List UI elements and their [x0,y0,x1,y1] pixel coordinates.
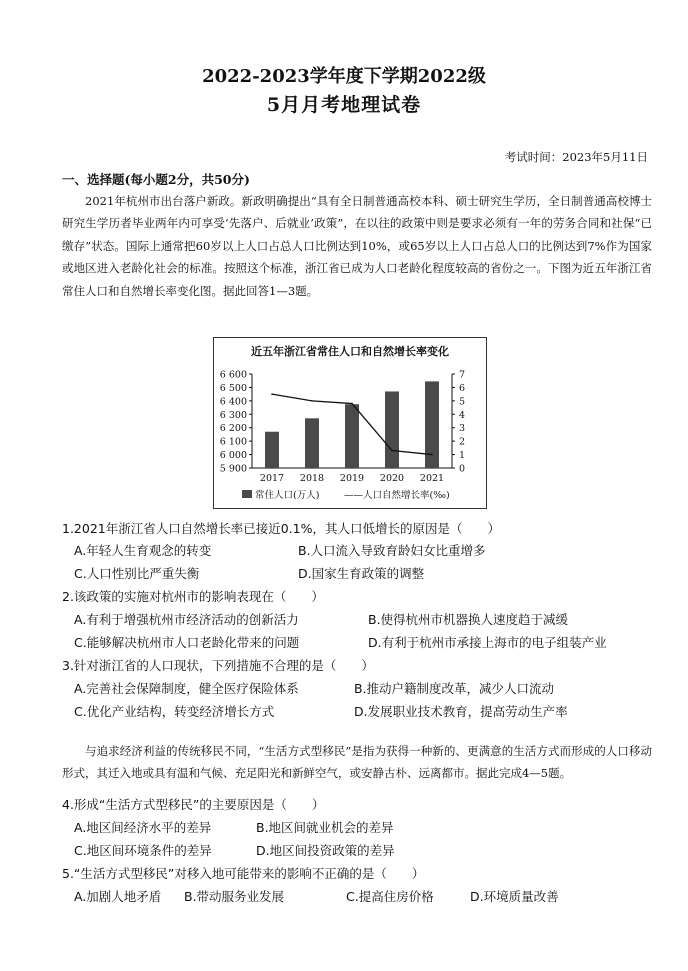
q1-option-d[interactable]: D.国家生育政策的调整 [298,566,425,581]
chart-svg [214,338,486,508]
left-tick-label: 6 400 [219,396,247,408]
left-tick-label: 6 600 [219,369,247,381]
growth-rate-point [351,403,353,405]
exam-title-line1: 2022-2023学年度下学期2022级 [202,66,486,87]
q1-option-a[interactable]: A.年轻人生育观念的转变 [74,543,212,558]
x-tick-label: 2018 [299,473,325,484]
q2-option-d[interactable]: D.有利于杭州市承接上海市的电子组装产业 [368,635,607,650]
q4-option-b[interactable]: B.地区间就业机会的差异 [256,820,394,835]
right-tick-label: 5 [459,396,466,408]
right-tick-label: 0 [459,463,466,475]
exam-title-line2: 5月月考地理试卷 [266,94,422,116]
material-paragraph-2: 与追求经济利益的传统移民不同，“生活方式型移民”是指为获得一种新的、更满意的生活方式而形成的人口移动形式，其迁入地或具有温和气候、充足阳光和新鲜空气，或安静古朴、远离都市。据此完成4—5题。 [62,744,652,781]
left-tick-label: 6 000 [219,450,247,462]
q5-option-c[interactable]: C.提高住房价格 [346,889,434,904]
q2-option-a[interactable]: A.有利于增强杭州市经济活动的创新活力 [74,612,299,627]
population-bar [345,404,359,468]
material-paragraph-1: 2021年杭州市出台落户新政。新政明确提出“具有全日制普通高校本科、硕士研究生学历，全日制普通高校博士研究生学历者毕业两年内可享受‘先落户、后就业’政策”，在以往的政策中则是要求必须有一年的劳务合同和社保“已缴存”状态。国际上通常把60岁以上人口占总人口比例达到10%，或65岁以上人口占总人口的比例达到7%作为国家或地区进入老龄化社会的标准。按照这个标准，浙江省已成为人口老龄化程度较高的省份之一。下图为近五年浙江省常住人口和自然增长率变化图。据此回答1—3题。 [62,194,652,298]
chart-title: 近五年浙江省常住人口和自然增长率变化 [251,345,449,358]
right-tick-label: 7 [459,369,466,381]
population-bar [265,432,279,468]
q4-option-a[interactable]: A.地区间经济水平的差异 [74,820,212,835]
q3-option-c[interactable]: C.优化产业结构，转变经济增长方式 [74,704,275,719]
population-bar [305,418,319,468]
left-tick-label: 6 200 [219,423,247,435]
q2-option-c[interactable]: C.能够解决杭州市人口老龄化带来的问题 [74,635,300,650]
population-chart [213,337,487,509]
q1-option-b[interactable]: B.人口流入导致育龄妇女比重增多 [298,543,486,558]
legend-label-population: 常住人口(万人) [255,490,320,501]
q5-option-a[interactable]: A.加剧人地矛盾 [74,889,162,904]
q4-option-c[interactable]: C.地区间环境条件的差异 [74,843,212,858]
x-tick-label: 2020 [379,473,405,484]
left-tick-label: 5 900 [219,463,247,475]
right-tick-label: 4 [459,409,466,421]
growth-rate-point [391,450,393,452]
growth-rate-point [311,400,313,402]
right-tick-label: 6 [459,382,466,394]
q1-option-c[interactable]: C.人口性别比严重失衡 [74,566,200,581]
left-tick-label: 6 300 [219,409,247,421]
left-tick-label: 6 500 [219,382,247,394]
legend-bar-swatch [242,490,252,498]
x-tick-label: 2021 [419,473,445,484]
q4-option-d[interactable]: D.地区间投资政策的差异 [256,843,395,858]
q3-option-d[interactable]: D.发展职业技术教育，提高劳动生产率 [354,704,568,719]
q2-option-b[interactable]: B.使得杭州市机器换人速度趋于减缓 [368,612,569,627]
right-tick-label: 1 [459,450,466,462]
population-bar [385,391,399,468]
q3-option-b[interactable]: B.推动户籍制度改革，减少人口流动 [354,681,555,696]
question-1-stem: 1.2021年浙江省人口自然增长率已接近0.1%，其人口低增长的原因是（ ） [62,521,500,536]
growth-rate-point [271,393,273,395]
question-4-stem: 4.形成“生活方式型移民”的主要原因是（ ） [62,797,325,812]
legend-label-growth-rate: ——人口自然增长率(‰) [344,490,450,501]
right-tick-label: 3 [459,423,466,435]
exam-time: 考试时间：2023年5月11日 [504,150,648,164]
growth-rate-point [431,454,433,456]
x-tick-label: 2019 [339,473,365,484]
q5-option-b[interactable]: B.带动服务业发展 [184,889,285,904]
section-heading: 一、选择题(每小题2分，共50分) [62,172,250,187]
question-3-stem: 3.针对浙江省的人口现状，下列措施不合理的是（ ） [62,658,374,673]
right-tick-label: 2 [459,436,466,448]
question-2-stem: 2.该政策的实施对杭州市的影响表现在（ ） [62,589,324,604]
question-5-stem: 5.“生活方式型移民”对移入地可能带来的影响不正确的是（ ） [62,866,425,881]
q3-option-a[interactable]: A.完善社会保障制度，健全医疗保险体系 [74,681,299,696]
q5-option-d[interactable]: D.环境质量改善 [470,889,559,904]
x-tick-label: 2017 [259,473,285,484]
left-tick-label: 6 100 [219,436,247,448]
